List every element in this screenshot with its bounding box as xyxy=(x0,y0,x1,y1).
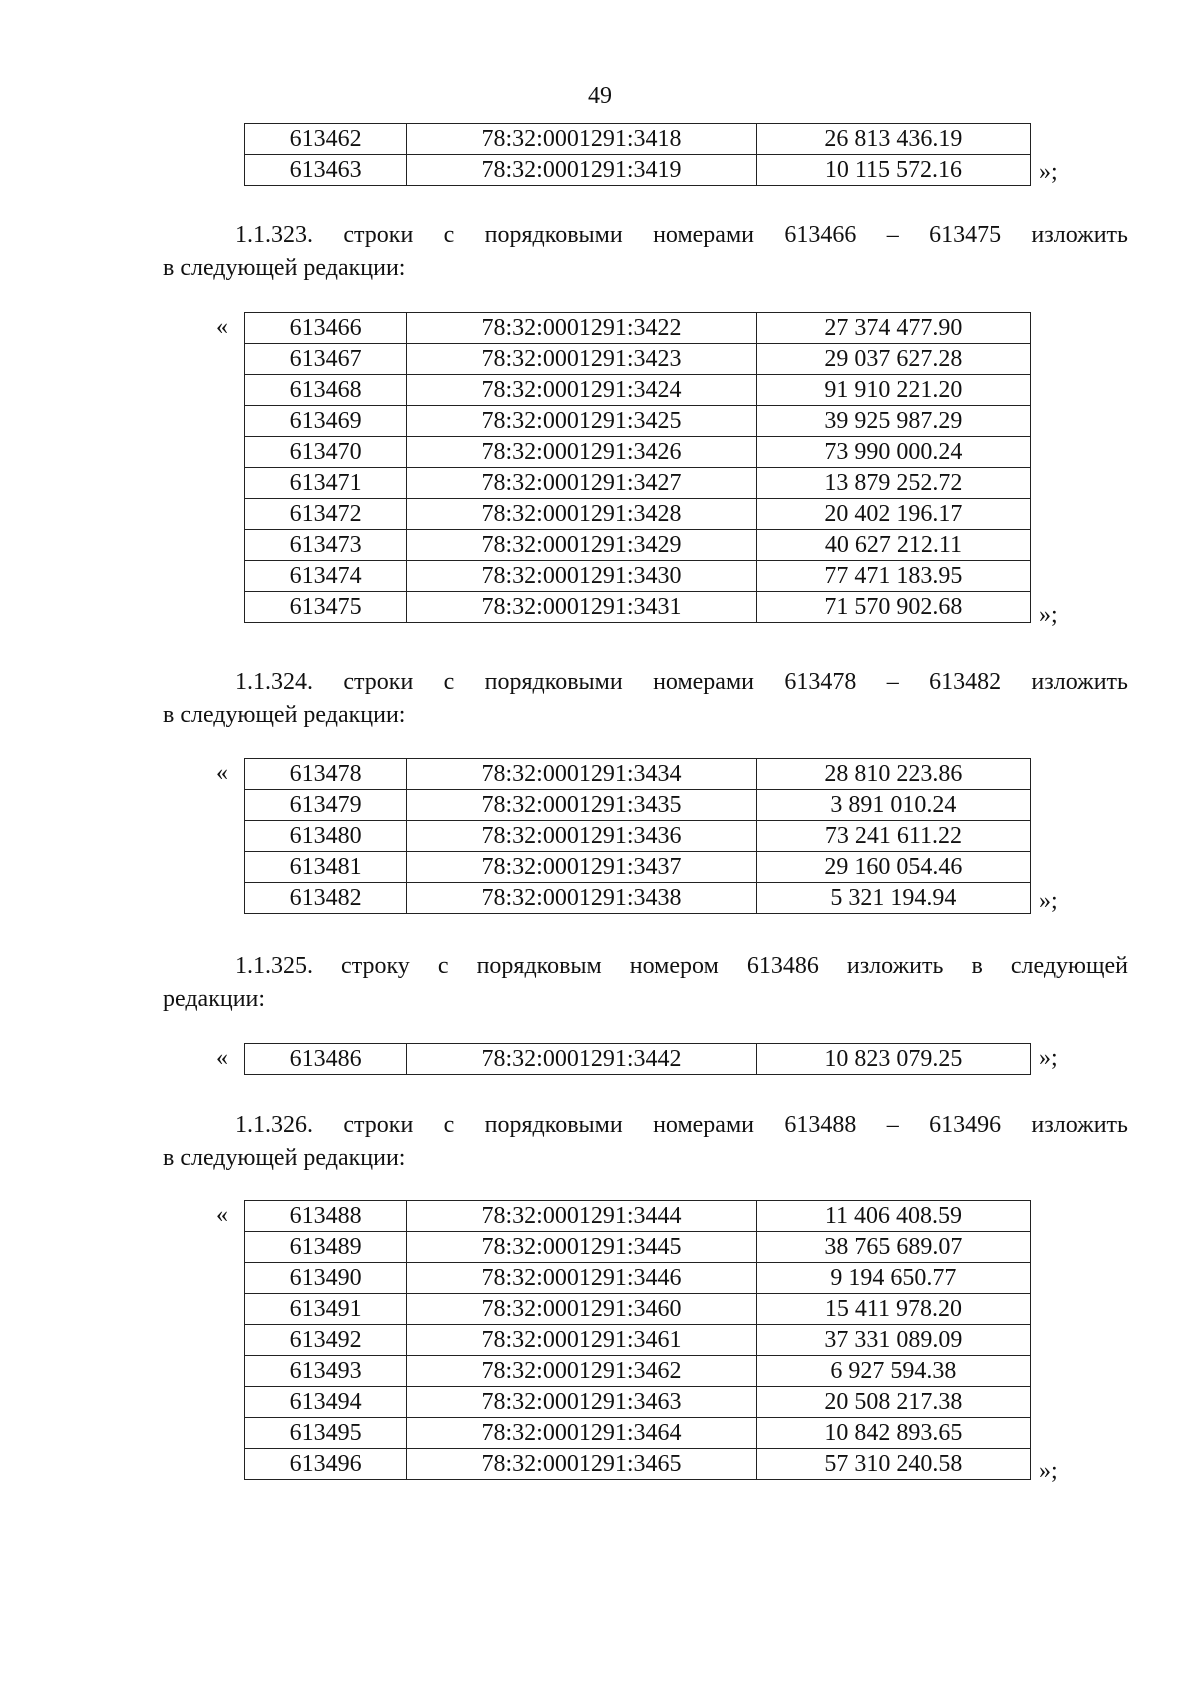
table-row xyxy=(245,883,1031,914)
closing-quote: »; xyxy=(1039,1458,1058,1484)
data-table xyxy=(244,123,1031,186)
amount-cell: 13 879 252.72 xyxy=(756,468,1030,499)
cadastral-number-cell: 78:32:0001291:3444 xyxy=(407,1201,757,1232)
paragraph-word: 1.1.323. xyxy=(235,222,313,248)
paragraph-word: порядковыми xyxy=(484,1112,623,1138)
paragraph-word: порядковым xyxy=(476,953,602,979)
cadastral-number-cell: 78:32:0001291:3445 xyxy=(407,1232,757,1263)
cadastral-number-cell: 78:32:0001291:3435 xyxy=(407,790,757,821)
amount-cell: 26 813 436.19 xyxy=(756,124,1030,155)
row-number-cell: 613474 xyxy=(245,561,407,592)
table-row xyxy=(245,790,1031,821)
table-row xyxy=(245,468,1031,499)
paragraph-word: 1.1.326. xyxy=(235,1112,313,1138)
paragraph-word: с xyxy=(437,953,449,979)
paragraph-word: изложить xyxy=(846,953,944,979)
cadastral-number-cell: 78:32:0001291:3464 xyxy=(407,1418,757,1449)
paragraph-word: – xyxy=(886,1112,899,1138)
table-row xyxy=(245,561,1031,592)
table-row xyxy=(245,1294,1031,1325)
opening-quote: « xyxy=(216,1045,228,1071)
row-number-cell: 613463 xyxy=(245,155,407,186)
amount-cell: 10 823 079.25 xyxy=(756,1044,1030,1075)
table-row xyxy=(245,344,1031,375)
paragraph-word: порядковыми xyxy=(484,669,623,695)
paragraph-line xyxy=(163,950,1128,983)
data-table xyxy=(244,758,1031,914)
table-row xyxy=(245,1387,1031,1418)
amount-cell: 15 411 978.20 xyxy=(756,1294,1030,1325)
amount-cell: 71 570 902.68 xyxy=(756,592,1030,623)
table-row xyxy=(245,1044,1031,1075)
row-number-cell: 613481 xyxy=(245,852,407,883)
amount-cell: 10 115 572.16 xyxy=(756,155,1030,186)
table-row xyxy=(245,1232,1031,1263)
row-number-cell: 613468 xyxy=(245,375,407,406)
closing-quote: »; xyxy=(1039,888,1058,914)
paragraph-line: редакции: xyxy=(163,986,266,1012)
paragraph xyxy=(163,666,1128,732)
table-row xyxy=(245,406,1031,437)
table-row xyxy=(245,1449,1031,1480)
table-wrap xyxy=(216,312,1058,628)
table-row xyxy=(245,155,1031,186)
table-wrap xyxy=(216,1043,1058,1075)
paragraph-word: 613488 xyxy=(784,1112,857,1138)
paragraph-line xyxy=(163,666,1128,699)
closing-quote: »; xyxy=(1039,1045,1058,1071)
paragraph-word: 1.1.324. xyxy=(235,669,313,695)
paragraph-word: в xyxy=(971,953,983,979)
opening-quote: « xyxy=(216,314,228,340)
table-wrap xyxy=(216,758,1058,914)
row-number-cell: 613493 xyxy=(245,1356,407,1387)
opening-quote: « xyxy=(216,760,228,786)
row-number-cell: 613490 xyxy=(245,1263,407,1294)
amount-cell: 39 925 987.29 xyxy=(756,406,1030,437)
amount-cell: 73 241 611.22 xyxy=(756,821,1030,852)
table-row xyxy=(245,313,1031,344)
table-row xyxy=(245,592,1031,623)
paragraph-word: изложить xyxy=(1031,669,1128,695)
amount-cell: 29 037 627.28 xyxy=(756,344,1030,375)
row-number-cell: 613494 xyxy=(245,1387,407,1418)
cadastral-number-cell: 78:32:0001291:3423 xyxy=(407,344,757,375)
cadastral-number-cell: 78:32:0001291:3418 xyxy=(407,124,757,155)
row-number-cell: 613480 xyxy=(245,821,407,852)
paragraph-word: 1.1.325. xyxy=(235,953,313,979)
paragraph xyxy=(163,950,1128,1016)
table-wrap xyxy=(244,123,1058,186)
paragraph-word: порядковыми xyxy=(484,222,623,248)
paragraph-word: 613478 xyxy=(784,669,857,695)
cadastral-number-cell: 78:32:0001291:3463 xyxy=(407,1387,757,1418)
table-row xyxy=(245,1263,1031,1294)
row-number-cell: 613469 xyxy=(245,406,407,437)
cadastral-number-cell: 78:32:0001291:3422 xyxy=(407,313,757,344)
row-number-cell: 613491 xyxy=(245,1294,407,1325)
cadastral-number-cell: 78:32:0001291:3442 xyxy=(407,1044,757,1075)
table-wrap xyxy=(216,1200,1058,1484)
paragraph xyxy=(163,219,1128,285)
amount-cell: 28 810 223.86 xyxy=(756,759,1030,790)
paragraph-line: в следующей редакции: xyxy=(163,1145,406,1171)
paragraph-word: номерами xyxy=(653,669,754,695)
cadastral-number-cell: 78:32:0001291:3419 xyxy=(407,155,757,186)
closing-quote: »; xyxy=(1039,602,1058,628)
row-number-cell: 613475 xyxy=(245,592,407,623)
paragraph-word: строки xyxy=(343,222,414,248)
cadastral-number-cell: 78:32:0001291:3429 xyxy=(407,530,757,561)
row-number-cell: 613472 xyxy=(245,499,407,530)
amount-cell: 37 331 089.09 xyxy=(756,1325,1030,1356)
amount-cell: 11 406 408.59 xyxy=(756,1201,1030,1232)
cadastral-number-cell: 78:32:0001291:3437 xyxy=(407,852,757,883)
paragraph-word: номерами xyxy=(653,222,754,248)
row-number-cell: 613466 xyxy=(245,313,407,344)
amount-cell: 10 842 893.65 xyxy=(756,1418,1030,1449)
closing-quote: »; xyxy=(1039,159,1058,185)
row-number-cell: 613486 xyxy=(245,1044,407,1075)
cadastral-number-cell: 78:32:0001291:3461 xyxy=(407,1325,757,1356)
amount-cell: 40 627 212.11 xyxy=(756,530,1030,561)
paragraph-word: номерами xyxy=(653,1112,754,1138)
table-row xyxy=(245,124,1031,155)
paragraph-word: 613486 xyxy=(746,953,819,979)
table-row xyxy=(245,821,1031,852)
paragraph-word: с xyxy=(443,1112,455,1138)
paragraph-word: – xyxy=(886,669,899,695)
table-row xyxy=(245,437,1031,468)
paragraph-line xyxy=(163,219,1128,252)
paragraph-word: 613466 xyxy=(784,222,857,248)
paragraph xyxy=(163,1109,1128,1175)
cadastral-number-cell: 78:32:0001291:3424 xyxy=(407,375,757,406)
amount-cell: 9 194 650.77 xyxy=(756,1263,1030,1294)
row-number-cell: 613492 xyxy=(245,1325,407,1356)
row-number-cell: 613488 xyxy=(245,1201,407,1232)
amount-cell: 77 471 183.95 xyxy=(756,561,1030,592)
amount-cell: 29 160 054.46 xyxy=(756,852,1030,883)
paragraph-word: 613482 xyxy=(929,669,1002,695)
cadastral-number-cell: 78:32:0001291:3430 xyxy=(407,561,757,592)
row-number-cell: 613467 xyxy=(245,344,407,375)
paragraph-word: номером xyxy=(629,953,719,979)
data-table xyxy=(244,312,1031,623)
paragraph-word: с xyxy=(443,222,455,248)
paragraph-word: строки xyxy=(343,1112,414,1138)
row-number-cell: 613471 xyxy=(245,468,407,499)
cadastral-number-cell: 78:32:0001291:3446 xyxy=(407,1263,757,1294)
amount-cell: 5 321 194.94 xyxy=(756,883,1030,914)
row-number-cell: 613473 xyxy=(245,530,407,561)
cadastral-number-cell: 78:32:0001291:3434 xyxy=(407,759,757,790)
paragraph-line: в следующей редакции: xyxy=(163,255,406,281)
row-number-cell: 613489 xyxy=(245,1232,407,1263)
row-number-cell: 613496 xyxy=(245,1449,407,1480)
opening-quote: « xyxy=(216,1202,228,1228)
amount-cell: 3 891 010.24 xyxy=(756,790,1030,821)
page-number: 49 xyxy=(588,83,612,109)
cadastral-number-cell: 78:32:0001291:3426 xyxy=(407,437,757,468)
table-row xyxy=(245,530,1031,561)
amount-cell: 38 765 689.07 xyxy=(756,1232,1030,1263)
row-number-cell: 613495 xyxy=(245,1418,407,1449)
paragraph-word: изложить xyxy=(1031,1112,1128,1138)
row-number-cell: 613478 xyxy=(245,759,407,790)
cadastral-number-cell: 78:32:0001291:3427 xyxy=(407,468,757,499)
cadastral-number-cell: 78:32:0001291:3428 xyxy=(407,499,757,530)
table-row xyxy=(245,852,1031,883)
table-row xyxy=(245,1325,1031,1356)
cadastral-number-cell: 78:32:0001291:3431 xyxy=(407,592,757,623)
amount-cell: 20 402 196.17 xyxy=(756,499,1030,530)
paragraph-word: – xyxy=(886,222,899,248)
table-row xyxy=(245,759,1031,790)
table-row xyxy=(245,1356,1031,1387)
paragraph-word: следующей xyxy=(1010,953,1128,979)
cadastral-number-cell: 78:32:0001291:3425 xyxy=(407,406,757,437)
paragraph-word: строку xyxy=(341,953,410,979)
table-row xyxy=(245,1201,1031,1232)
table-row xyxy=(245,499,1031,530)
cadastral-number-cell: 78:32:0001291:3460 xyxy=(407,1294,757,1325)
cadastral-number-cell: 78:32:0001291:3436 xyxy=(407,821,757,852)
paragraph-word: изложить xyxy=(1031,222,1128,248)
amount-cell: 20 508 217.38 xyxy=(756,1387,1030,1418)
cadastral-number-cell: 78:32:0001291:3462 xyxy=(407,1356,757,1387)
paragraph-word: 613475 xyxy=(929,222,1002,248)
amount-cell: 73 990 000.24 xyxy=(756,437,1030,468)
paragraph-word: с xyxy=(443,669,455,695)
cadastral-number-cell: 78:32:0001291:3438 xyxy=(407,883,757,914)
data-table xyxy=(244,1200,1031,1480)
paragraph-line xyxy=(163,1109,1128,1142)
table-row xyxy=(245,1418,1031,1449)
row-number-cell: 613470 xyxy=(245,437,407,468)
paragraph-line: в следующей редакции: xyxy=(163,702,406,728)
row-number-cell: 613479 xyxy=(245,790,407,821)
amount-cell: 27 374 477.90 xyxy=(756,313,1030,344)
amount-cell: 57 310 240.58 xyxy=(756,1449,1030,1480)
amount-cell: 6 927 594.38 xyxy=(756,1356,1030,1387)
paragraph-word: 613496 xyxy=(929,1112,1002,1138)
row-number-cell: 613482 xyxy=(245,883,407,914)
cadastral-number-cell: 78:32:0001291:3465 xyxy=(407,1449,757,1480)
row-number-cell: 613462 xyxy=(245,124,407,155)
data-table xyxy=(244,1043,1031,1075)
table-row xyxy=(245,375,1031,406)
paragraph-word: строки xyxy=(343,669,414,695)
amount-cell: 91 910 221.20 xyxy=(756,375,1030,406)
